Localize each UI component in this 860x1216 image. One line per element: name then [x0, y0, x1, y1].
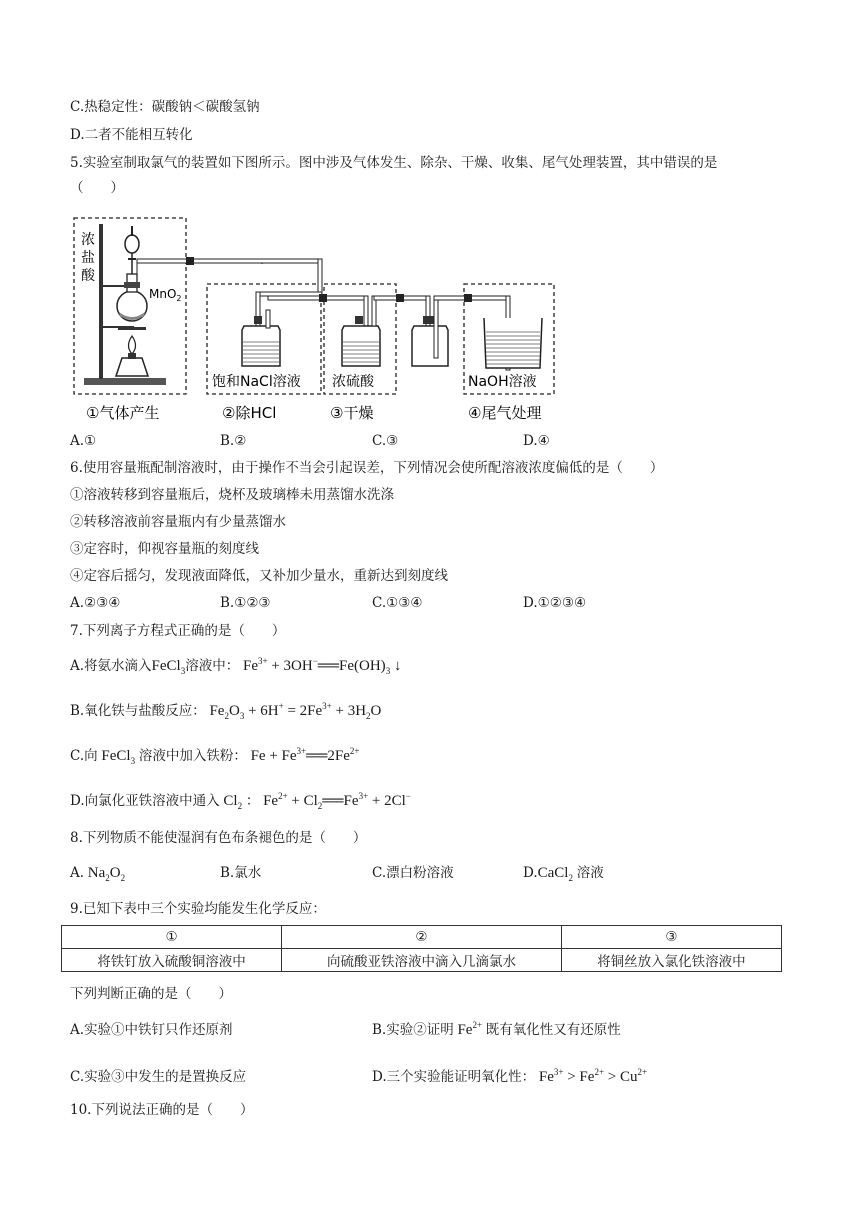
- q5-option-b[interactable]: B.②: [220, 433, 247, 449]
- table-cell-1: 将铁钉放入硫酸铜溶液中: [62, 949, 282, 972]
- q9-option-d[interactable]: D.三个实验能证明氧化性： $Fe^{3+} > Fe^{2+} > Cu^{2+}$: [372, 1067, 648, 1085]
- funnel: [125, 235, 139, 253]
- q5-option-c[interactable]: C.③: [372, 433, 399, 449]
- alcohol-lamp: [116, 358, 148, 376]
- q6-option-d[interactable]: D.①②③④: [523, 595, 587, 611]
- label-conc-hcl-3: 酸: [81, 268, 95, 284]
- bottle-collection: [412, 326, 448, 366]
- q5-option-a[interactable]: A.①: [70, 433, 97, 449]
- caption-tail-gas: ④尾气处理: [468, 404, 542, 422]
- q7-option-d[interactable]: D.向氯化亚铁溶液中通入 $Cl_2$ ： $Fe^{2+}$ + $Cl_2══Fe^{3+} + 2Cl^-$: [70, 791, 411, 811]
- stand-base: [84, 378, 166, 385]
- q6-stem: 6.使用容量瓶配制溶液时，由于操作不当会引起误差，下列情况会使所配溶液浓度偏低的是（ ）: [70, 460, 664, 476]
- q6-item-1: ①溶液转移到容量瓶后，烧杯及玻璃棒未用蒸馏水洗涤: [70, 487, 394, 503]
- q6-item-2: ②转移溶液前容量瓶内有少量蒸馏水: [70, 514, 286, 530]
- chlorine-apparatus-figure: [72, 214, 562, 426]
- q8-option-b[interactable]: B.氯水: [220, 865, 262, 881]
- q10-stem: 10.下列说法正确的是（ ）: [70, 1102, 254, 1118]
- q7-stem: 7.下列离子方程式正确的是（ ）: [70, 623, 286, 639]
- caption-remove-hcl: ②除HCl: [222, 404, 277, 422]
- label-conc-hcl-2: 盐: [81, 250, 95, 266]
- stand-rod: [99, 224, 103, 379]
- q6-option-a[interactable]: A.②③④: [70, 595, 121, 611]
- caption-drying: ③干燥: [330, 404, 374, 422]
- table-cell-2: 向硫酸亚铁溶液中滴入几滴氯水: [282, 949, 562, 972]
- table-header-1: ①: [62, 926, 282, 949]
- label-conc-h2so4: 浓硫酸: [332, 374, 374, 390]
- q9-option-a[interactable]: A.实验①中铁钉只作还原剂: [70, 1022, 233, 1038]
- q7-option-c[interactable]: C.向 FeCl$_3$ 溶液中加入铁粉： $Fe + Fe^{3+}══2Fe^{2+}$: [70, 746, 360, 766]
- label-naoh: NaOH溶液: [468, 374, 537, 390]
- label-conc-hcl-1: 浓: [81, 232, 95, 248]
- q9-option-c[interactable]: C.实验③中发生的是置换反应: [70, 1069, 247, 1085]
- q5-stem-paren: （ ）: [70, 180, 124, 196]
- q7-option-b[interactable]: B.氧化铁与盐酸反应： $Fe_2O_3 + 6H^+ = 2Fe^{3+} + 3H_2O$: [70, 701, 382, 721]
- q6-option-b[interactable]: B.①②③: [220, 595, 271, 611]
- q6-item-3: ③定容时，仰视容量瓶的刻度线: [70, 541, 259, 557]
- label-mno2: MnO$_2$: [149, 287, 182, 303]
- caption-gas-generation: ①气体产生: [86, 404, 160, 422]
- q9-experiment-table: [61, 925, 782, 972]
- q8-option-a[interactable]: A. $Na_2O_2$: [70, 865, 126, 883]
- flame: [129, 336, 136, 354]
- table-header-2: ②: [282, 926, 562, 949]
- q6-item-4: ④定容后摇匀，发现液面降低，又补加少量水，重新达到刻度线: [70, 568, 448, 584]
- q5-option-d[interactable]: D.④: [523, 433, 550, 449]
- q4-option-d: D.二者不能相互转化: [70, 127, 193, 143]
- q8-stem: 8.下列物质不能使湿润有色布条褪色的是（ ）: [70, 830, 367, 846]
- q8-option-d[interactable]: D.CaCl$_2$ 溶液: [523, 865, 604, 883]
- table-header-3: ③: [561, 926, 781, 949]
- q7-option-a[interactable]: A.将氨水滴入FeCl$_3$溶液中： $Fe^{3+}$ + $3OH^-══Fe(OH)_3$ ↓: [70, 656, 402, 676]
- q9-stem: 9.已知下表中三个实验均能发生化学反应：: [70, 901, 326, 917]
- q4-option-c: C.热稳定性：碳酸钠＜碳酸氢钠: [70, 99, 260, 115]
- q9-judge: 下列判断正确的是（ ）: [70, 986, 232, 1002]
- q5-stem: 5.实验室制取氯气的装置如下图所示。图中涉及气体发生、除杂、干燥、收集、尾气处理装置，其中错误的是: [70, 155, 718, 171]
- q6-option-c[interactable]: C.①③④: [372, 595, 423, 611]
- beaker-naoh: [484, 318, 542, 368]
- table-cell-3: 将铜丝放入氯化铁溶液中: [561, 949, 781, 972]
- q9-option-b[interactable]: B.实验②证明 $Fe^{2+}$ 既有氧化性又有还原性: [372, 1020, 621, 1038]
- q8-option-c[interactable]: C.漂白粉溶液: [372, 865, 454, 881]
- label-sat-nacl: 饱和NaCl溶液: [212, 374, 301, 390]
